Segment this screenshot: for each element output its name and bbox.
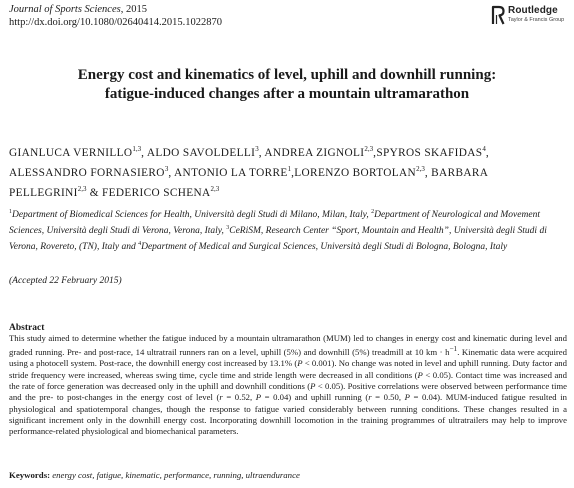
author-separator: , (424, 166, 432, 179)
author-name: ANTONIO LA TORRE (174, 166, 288, 179)
author-affiliation-mark: 1 (287, 164, 292, 173)
title-line-2: fatigue-induced changes after a mountain ultramarathon (104, 86, 470, 102)
abstract-fragment: −1 (449, 345, 458, 354)
affiliation-number: 3 (226, 224, 230, 231)
author-name: SPYROS SKAFIDAS (376, 146, 483, 159)
abstract-symbol: r (368, 392, 372, 403)
abstract-fragment: = 0.52, (222, 392, 256, 403)
affiliation-text: Department of Medical and Surgical Sciences, Università degli Studi di Bologna, Bologna, Italy (141, 241, 508, 252)
publisher-logo (491, 4, 571, 30)
abstract-text (9, 333, 567, 438)
abstract-fragment: . Kinematic data were acquired using a photocell system. Post-race, the downhill energy cost increased by 13.1% ( (9, 347, 568, 369)
abstract-symbol: P (255, 392, 262, 403)
journal-name: Journal of Sports Sciences (9, 4, 121, 15)
abstract-symbol: P (404, 392, 410, 403)
author-separator: , (141, 146, 147, 159)
affiliation-number: 2 (371, 209, 375, 215)
author-separator: , (168, 166, 175, 179)
author-separator: , (373, 146, 377, 159)
author-name: ANDREA ZIGNOLI (264, 146, 365, 159)
author-separator: , (258, 146, 265, 159)
abstract-symbol: P (417, 369, 423, 380)
abstract-fragment: = 0.04) and uphill running ( (261, 392, 369, 403)
author-affiliation-mark: 2,3 (416, 164, 425, 173)
author-name: BARBARA PELLEGRINI (9, 166, 488, 199)
abstract-fragment: < 0.05). Contact time was increased and the rate of force generation was decreased only in the uphill and downhill conditions ( (9, 369, 567, 392)
journal-citation (9, 3, 147, 16)
author-name: FEDERICO SCHENA (102, 186, 211, 199)
title-line-1: Energy cost and kinematics of level, uphill and downhill running: (77, 67, 497, 83)
author-separator: , (485, 146, 490, 159)
doi-link[interactable]: http://dx.doi.org/10.1080/02640414.2015.1022870 (9, 17, 223, 28)
abstract-fragment: < 0.001). No change was noted in level and uphill running. Duty factor and stride frequency were increased, whereas swing time, cycle time and stride length were decreased in all conditions ( (9, 358, 567, 380)
affiliation-text: Department of Neurological and Movement Sciences, Università degli Studi di Verona, Verona, Italy, (9, 210, 540, 236)
abstract-fragment: = 0.50, (371, 392, 405, 403)
abstract-symbol: P (297, 358, 303, 369)
author-affiliation-mark: 2,3 (77, 184, 87, 193)
author-affiliation-mark: 3 (164, 164, 169, 173)
article-title (9, 66, 565, 104)
keywords (9, 470, 300, 480)
author-name: ALESSANDRO FORNASIERO (9, 166, 165, 179)
accepted-date: (Accepted 22 February 2015) (9, 276, 122, 286)
author-separator: , (291, 166, 295, 179)
affiliations (9, 206, 567, 253)
abstract-heading: Abstract (9, 323, 45, 333)
affiliation-text: CeRiSM, Research Center “Sport, Mountain and Health”, Università degli Studi di Verona, Rovereto, (TN), Italy and (9, 225, 547, 252)
author-name: LORENZO BORTOLAN (294, 166, 417, 179)
author-affiliation-mark: 2,3 (364, 145, 374, 153)
publisher-name: Routledge (508, 5, 558, 16)
keywords-label: Keywords: (9, 470, 51, 480)
routledge-logo-icon (491, 5, 505, 25)
author-affiliation-mark: 2,3 (210, 184, 220, 193)
author-affiliation-mark: 1,3 (132, 145, 142, 153)
author-list (9, 141, 565, 200)
author-affiliation-mark: 3 (255, 145, 259, 153)
abstract-fragment: = 0.04). MUM-induced fatigue resulted in physiological and spatiotemporal changes, though the response to fatigue varied considerably between running conditions. These changes resulted in a significant increment only in the downhill energy cost. Incorporating downhill locomotion in the training programmes of ultratrailers may help to improve performance-related physiological and biomechanical parameters. (9, 392, 567, 437)
author-name: GIANLUCA VERNILLO (9, 146, 133, 159)
abstract-fragment: This study aimed to determine whether the fatigue induced by a mountain ultramarathon (MUM) led to changes in energy cost and kinematic during level and graded running. Pre- and post-race, 14 ultratrail runners ran on a level, uphill (5%) and downhill (5%) treadmill at 10 km · h (9, 333, 567, 358)
affiliation-number: 4 (138, 240, 142, 247)
author-name: ALDO SAVOLDELLI (146, 146, 256, 159)
abstract-fragment: < 0.05). Positive correlations were observed between performance time and the pre- to post-changes in the energy cost of level ( (9, 381, 567, 403)
author-affiliation-mark: 4 (482, 145, 486, 153)
abstract-symbol: P (310, 381, 316, 392)
author-separator: & (86, 186, 103, 199)
publisher-tagline: Taylor & Francis Group (508, 17, 565, 23)
keywords-value: energy cost, fatigue, kinematic, performance, running, ultraendurance (50, 470, 300, 480)
journal-year: , 2015 (120, 4, 147, 15)
affiliation-number: 1 (9, 209, 12, 215)
affiliation-text: Department of Biomedical Sciences for Health, Università degli Studi di Milano, Milan, Italy, (12, 210, 372, 221)
abstract-symbol: r (219, 392, 223, 403)
